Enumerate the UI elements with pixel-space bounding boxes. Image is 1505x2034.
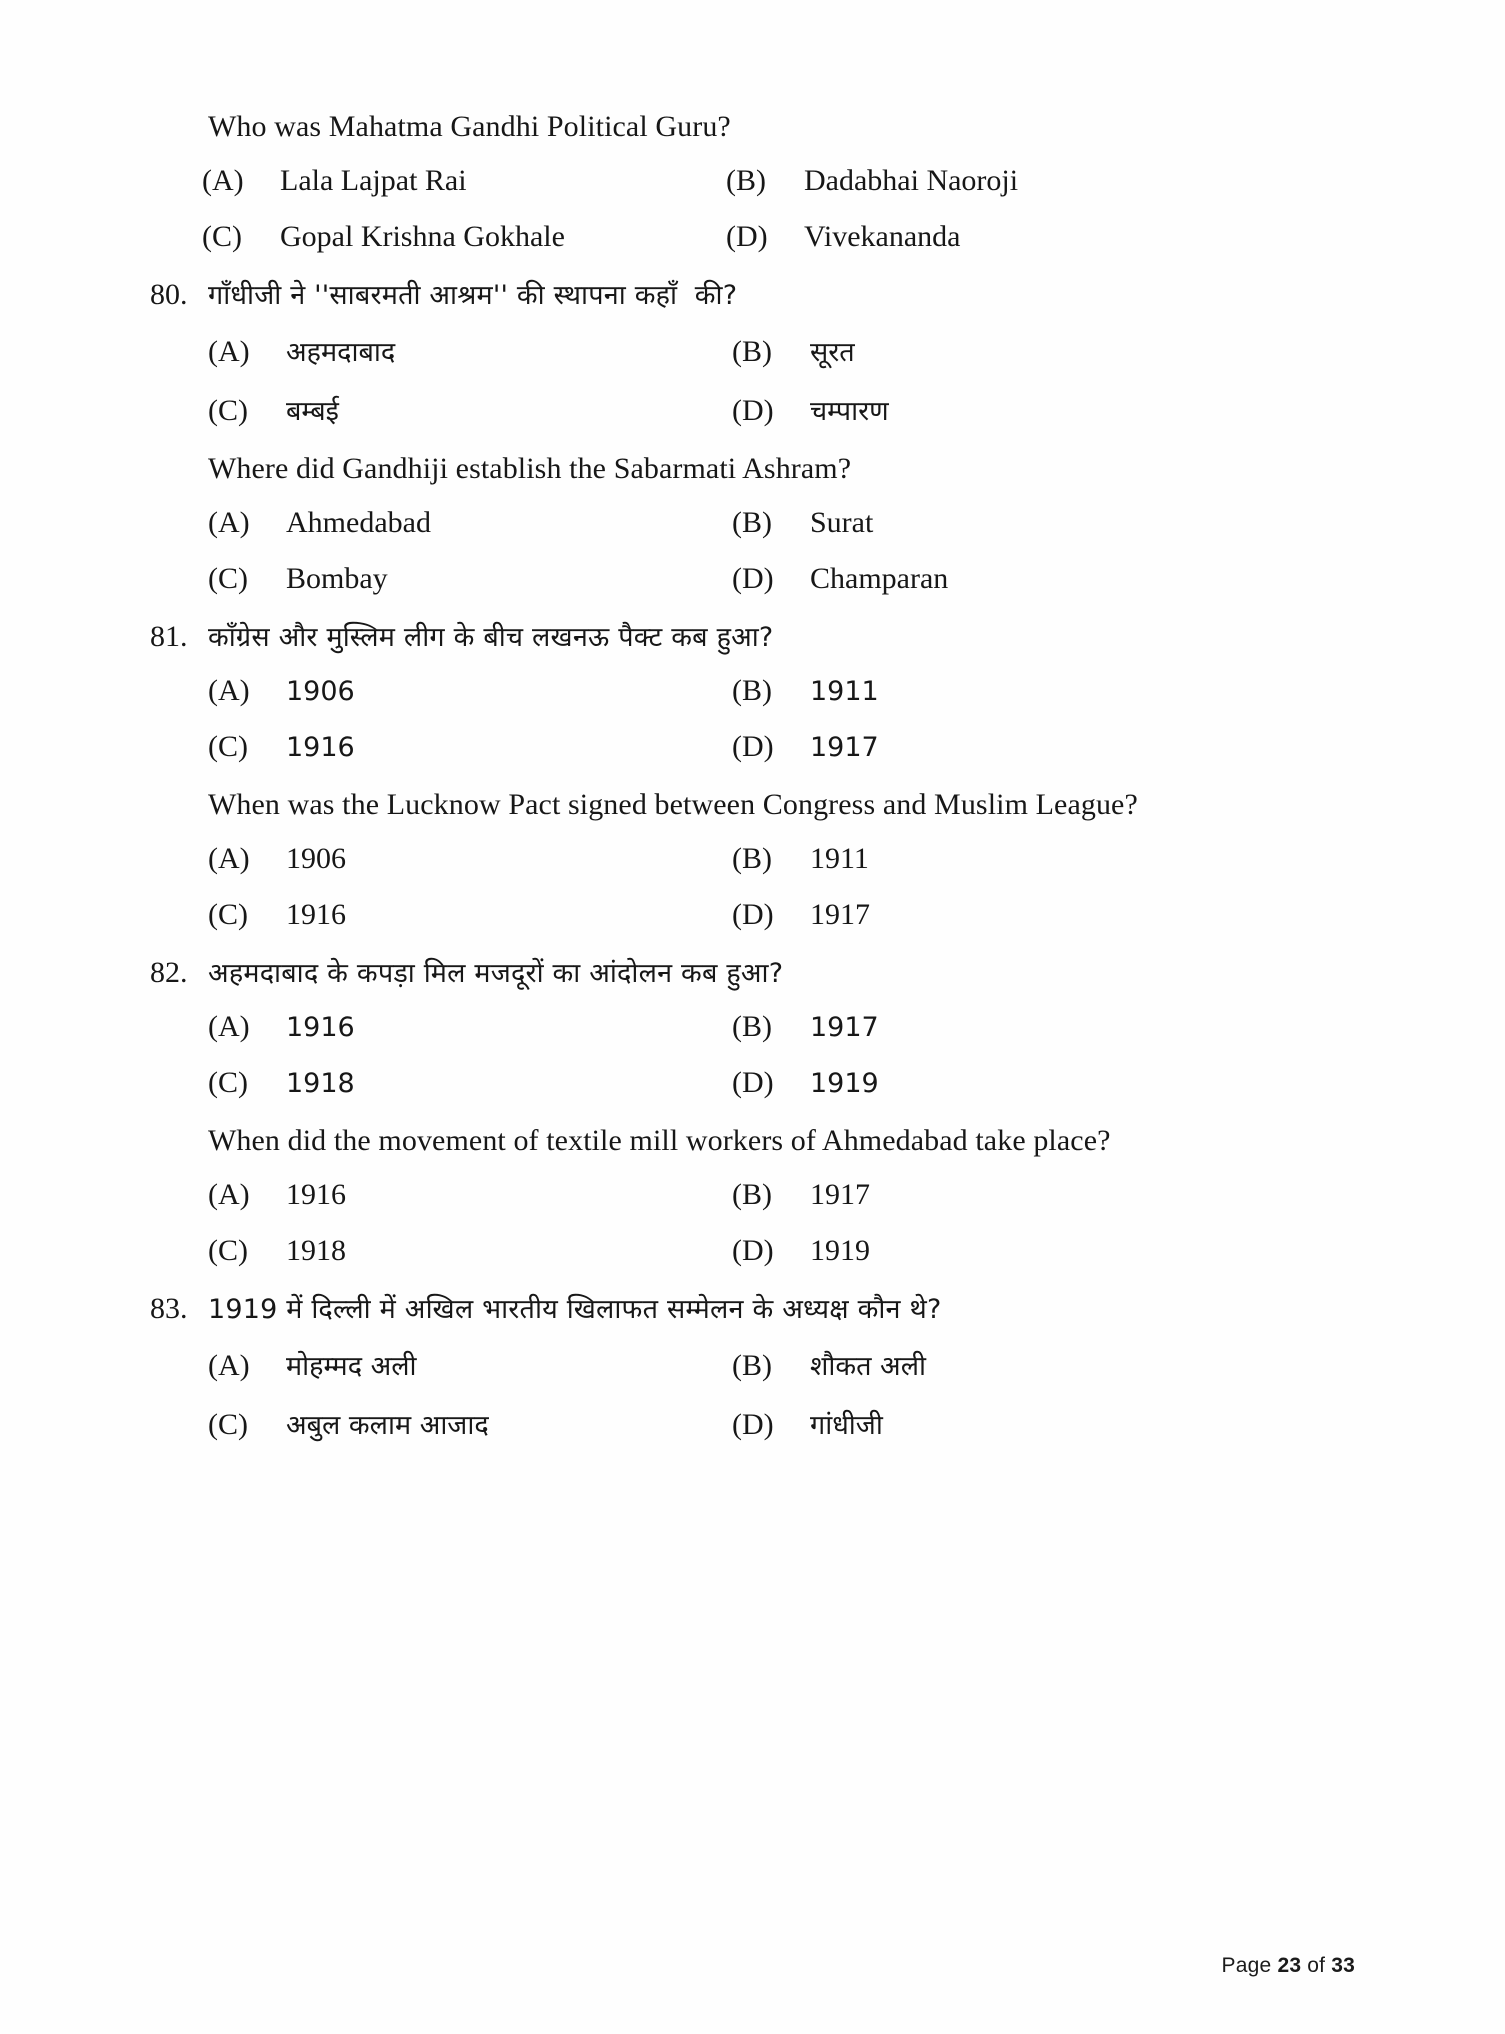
option-a-tag: (A)	[208, 1349, 250, 1382]
option-c-tag: (C)	[208, 1408, 248, 1441]
option-b-label: सूरत	[810, 337, 855, 368]
question-80-options-english	[208, 506, 1355, 596]
option-c[interactable]	[208, 1405, 732, 1442]
option-row-cd	[208, 1234, 1355, 1268]
option-d-label: चम्पारण	[810, 396, 889, 427]
option-c-label: 1916	[286, 732, 355, 763]
option-row-cd	[208, 391, 1355, 428]
option-b[interactable]	[732, 1178, 1232, 1212]
question-block-82	[150, 958, 1355, 1268]
question-82-english-section	[150, 1126, 1355, 1268]
option-row-ab	[208, 1346, 1355, 1383]
option-c-label: 1918	[286, 1068, 355, 1099]
option-c-tag: (C)	[208, 394, 248, 427]
option-row-ab	[208, 332, 1355, 369]
option-b-label: 1911	[810, 842, 869, 875]
option-a[interactable]	[208, 1346, 732, 1383]
option-b[interactable]	[726, 164, 1226, 198]
option-a-tag: (A)	[208, 1178, 250, 1211]
question-block-81	[150, 622, 1355, 932]
option-d-tag: (D)	[732, 898, 774, 931]
option-a[interactable]	[208, 1010, 732, 1044]
option-d-label: 1919	[810, 1068, 879, 1099]
question-82-options-english	[208, 1178, 1355, 1268]
option-b-label: शौकत अली	[810, 1351, 926, 1382]
option-c-label: 1918	[286, 1234, 346, 1267]
option-d[interactable]	[732, 730, 1232, 764]
option-b[interactable]	[732, 842, 1232, 876]
option-row-cd	[208, 898, 1355, 932]
option-b-tag: (B)	[732, 674, 772, 707]
option-d-label: 1917	[810, 898, 870, 931]
option-d-label: Vivekananda	[804, 220, 961, 253]
option-a-tag: (A)	[202, 164, 244, 197]
option-c-tag: (C)	[208, 730, 248, 763]
option-c-tag: (C)	[208, 562, 248, 595]
option-a-tag: (A)	[208, 674, 250, 707]
option-a-label: 1906	[286, 676, 355, 707]
option-b-tag: (B)	[732, 1178, 772, 1211]
question-81-text-english: When was the Lucknow Pact signed between Congress and Muslim League?	[208, 788, 1138, 821]
option-b-tag: (B)	[732, 1010, 772, 1043]
question-82-number: 82.	[150, 956, 188, 989]
option-b[interactable]	[732, 506, 1232, 540]
option-b-tag: (B)	[732, 1349, 772, 1382]
option-b-label: 1911	[810, 676, 879, 707]
option-b-tag: (B)	[732, 506, 772, 539]
option-c[interactable]	[208, 562, 732, 596]
option-c-label: अबुल कलाम आजाद	[286, 1410, 489, 1441]
question-block-80	[150, 280, 1355, 596]
option-a-tag: (A)	[208, 506, 250, 539]
footer-page-prefix: Page	[1221, 1954, 1272, 1977]
question-80-text-hindi: 80. गाँधीजी ने ''साबरमती आश्रम'' की स्थापना कहाँ की?	[150, 278, 738, 311]
option-a-label: अहमदाबाद	[286, 337, 396, 368]
option-c-tag: (C)	[208, 898, 248, 931]
option-d-tag: (D)	[732, 730, 774, 763]
option-d-tag: (D)	[732, 1234, 774, 1267]
page-footer	[1222, 1954, 1355, 1978]
option-b[interactable]	[732, 1010, 1232, 1044]
option-c[interactable]	[208, 391, 732, 428]
question-81-number: 81.	[150, 620, 188, 653]
option-a[interactable]	[208, 674, 732, 708]
option-b[interactable]	[732, 1346, 1232, 1383]
option-a[interactable]	[208, 506, 732, 540]
option-d-label: Champaran	[810, 562, 949, 595]
option-b-tag: (B)	[732, 842, 772, 875]
option-a[interactable]	[208, 1178, 732, 1212]
partial-question-options	[150, 164, 1355, 254]
option-row-ab	[208, 1010, 1355, 1044]
question-82-text-hindi: 82. अहमदाबाद के कपड़ा मिल मजदूरों का आंदोलन कब हुआ?	[150, 956, 784, 989]
question-80-options-hindi	[150, 332, 1355, 428]
option-d[interactable]	[732, 898, 1232, 932]
option-row-ab	[208, 674, 1355, 708]
option-b[interactable]	[732, 674, 1232, 708]
option-row-cd	[208, 730, 1355, 764]
option-d[interactable]	[732, 1066, 1232, 1100]
option-d-tag: (D)	[732, 562, 774, 595]
option-c-tag: (C)	[208, 1234, 248, 1267]
partial-question-text-english: Who was Mahatma Gandhi Political Guru?	[208, 110, 731, 143]
question-82-options-hindi	[150, 1010, 1355, 1100]
option-a-label: मोहम्मद अली	[286, 1351, 417, 1382]
question-80-text-english: Where did Gandhiji establish the Sabarmati Ashram?	[208, 452, 852, 485]
option-row-ab	[150, 164, 1355, 198]
option-a-label: Lala Lajpat Rai	[280, 164, 467, 197]
option-c-label: बम्बई	[286, 396, 339, 427]
option-d[interactable]	[732, 1234, 1232, 1268]
option-c-label: Gopal Krishna Gokhale	[280, 220, 565, 253]
question-81-options-hindi	[150, 674, 1355, 764]
option-a-tag: (A)	[208, 842, 250, 875]
option-b[interactable]	[732, 332, 1232, 369]
option-row-cd	[150, 220, 1355, 254]
option-c-label: Bombay	[286, 562, 388, 595]
question-81-english-section	[150, 790, 1355, 932]
question-83-text-hindi: 83. 1919 में दिल्ली में अखिल भारतीय खिलाफत सम्मेलन के अध्यक्ष कौन थे?	[150, 1292, 942, 1325]
question-81-text-hindi: 81. काँग्रेस और मुस्लिम लीग के बीच लखनऊ पैक्ट कब हुआ?	[150, 620, 774, 653]
option-c[interactable]	[208, 730, 732, 764]
option-d-tag: (D)	[732, 394, 774, 427]
question-83-number: 83.	[150, 1292, 188, 1325]
question-block-partial-top	[150, 112, 1355, 254]
option-d[interactable]	[732, 391, 1232, 428]
option-a-label: Ahmedabad	[286, 506, 431, 539]
option-b-tag: (B)	[726, 164, 766, 197]
option-c-tag: (C)	[208, 1066, 248, 1099]
option-d-label: गांधीजी	[810, 1410, 883, 1441]
option-d[interactable]	[732, 1405, 1232, 1442]
option-d-label: 1917	[810, 732, 879, 763]
option-d-tag: (D)	[726, 220, 768, 253]
option-a-label: 1906	[286, 842, 346, 875]
option-row-cd	[208, 1066, 1355, 1100]
option-c-label: 1916	[286, 898, 346, 931]
option-d[interactable]	[732, 562, 1232, 596]
footer-page-separator: of	[1307, 1954, 1326, 1977]
option-c[interactable]	[150, 220, 726, 254]
question-83-options-hindi	[150, 1346, 1355, 1442]
option-a[interactable]	[208, 332, 732, 369]
option-c[interactable]	[208, 1066, 732, 1100]
option-a-label: 1916	[286, 1178, 346, 1211]
option-row-ab	[208, 842, 1355, 876]
option-b-label: Surat	[810, 506, 874, 539]
question-81-options-english	[208, 842, 1355, 932]
question-block-83	[150, 1294, 1355, 1442]
option-b-label: 1917	[810, 1178, 870, 1211]
option-c[interactable]	[208, 1234, 732, 1268]
footer-page-number: 23	[1277, 1954, 1302, 1977]
option-d-tag: (D)	[732, 1066, 774, 1099]
question-80-english-section	[150, 454, 1355, 596]
option-row-cd	[208, 562, 1355, 596]
option-d-label: 1919	[810, 1234, 870, 1267]
option-row-ab	[208, 1178, 1355, 1212]
footer-total-pages: 33	[1331, 1954, 1355, 1977]
option-d-tag: (D)	[732, 1408, 774, 1441]
option-c-tag: (C)	[202, 220, 242, 253]
option-b-label: Dadabhai Naoroji	[804, 164, 1019, 197]
option-row-ab	[208, 506, 1355, 540]
option-b-tag: (B)	[732, 335, 772, 368]
option-b-label: 1917	[810, 1012, 879, 1043]
question-82-text-english: When did the movement of textile mill workers of Ahmedabad take place?	[208, 1124, 1111, 1157]
option-a-tag: (A)	[208, 1010, 250, 1043]
option-d[interactable]	[726, 220, 1226, 254]
option-a-tag: (A)	[208, 335, 250, 368]
option-a-label: 1916	[286, 1012, 355, 1043]
option-row-cd	[208, 1405, 1355, 1442]
option-a[interactable]	[150, 164, 726, 198]
option-a[interactable]	[208, 842, 732, 876]
option-c[interactable]	[208, 898, 732, 932]
question-80-number: 80.	[150, 278, 188, 311]
